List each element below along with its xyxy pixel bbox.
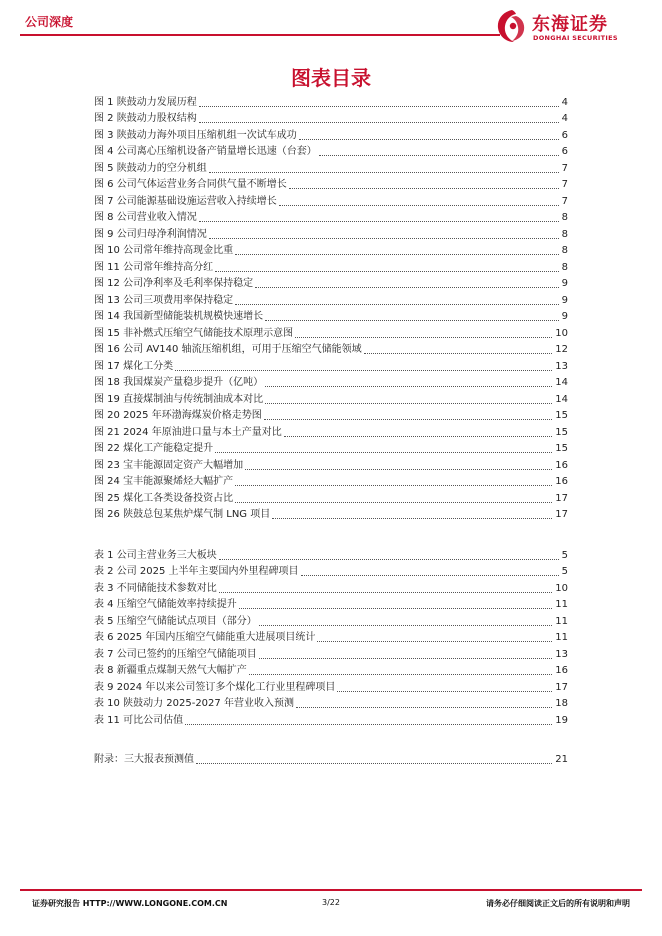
toc-entry-page: 14	[555, 377, 568, 388]
toc-entry-label: 图 14 我国新型储能装机规模快速增长	[94, 311, 264, 322]
toc-entry-page: 4	[561, 113, 568, 124]
toc-entry-page: 12	[555, 344, 568, 355]
toc-entry[interactable]	[94, 92, 568, 109]
toc-leader-dots	[301, 575, 559, 576]
toc-entry[interactable]	[94, 505, 568, 522]
toc-entry-label: 图 26 陕鼓总包某焦炉煤气制 LNG 项目	[94, 509, 271, 520]
toc-leader-dots	[235, 502, 552, 503]
toc-entry[interactable]	[94, 208, 568, 225]
toc-entry-label: 图 11 公司常年维持高分红	[94, 261, 214, 273]
toc-entry-page: 7	[561, 179, 568, 190]
toc-leader-dots	[209, 172, 559, 173]
toc-entry-page: 16	[555, 476, 568, 487]
toc-entry-page: 18	[555, 698, 568, 709]
toc-entry[interactable]	[94, 191, 568, 208]
toc-leader-dots	[337, 691, 552, 692]
toc-leader-dots	[239, 608, 553, 609]
toc-entry[interactable]	[94, 241, 568, 258]
toc-entry[interactable]	[94, 455, 568, 472]
toc-entry[interactable]	[94, 389, 568, 406]
page-title: 图表目录	[291, 66, 371, 90]
toc-entry-page: 15	[555, 410, 568, 421]
toc-leader-dots	[209, 238, 559, 239]
toc-entry-label: 表 7 公司已签约的压缩空气储能项目	[94, 648, 257, 660]
toc-entry-page: 7	[561, 195, 568, 207]
toc-entry-label: 表 2 公司 2025 上半年主要国内外里程碑项目	[94, 566, 299, 577]
page-header	[20, 0, 642, 50]
toc-entry-label: 图 12 公司净利率及毛利率保持稳定	[94, 278, 254, 289]
toc-entry-label: 表 5 压缩空气储能试点项目（部分）	[94, 615, 257, 627]
toc-entry-label: 图 20 2025 年环渤海煤炭价格走势图	[94, 410, 262, 421]
toc-entry[interactable]	[94, 488, 568, 505]
toc-leader-dots	[235, 485, 552, 486]
toc-entry[interactable]	[94, 677, 568, 694]
toc-entry-page: 6	[561, 146, 568, 157]
toc-entry-page: 17	[555, 681, 568, 693]
toc-entry-page: 8	[561, 245, 568, 256]
footer-disclaimer: 请务必仔细阅读正文后的所有说明和声明	[486, 899, 630, 908]
toc-entry[interactable]	[94, 356, 568, 373]
toc-entry-label: 图 5 陕鼓动力的空分机组	[94, 162, 207, 174]
toc-entry-label: 图 2 陕鼓动力股权结构	[94, 113, 197, 124]
toc-entry[interactable]	[94, 422, 568, 439]
toc-entry[interactable]	[94, 472, 568, 489]
toc-entry-page: 17	[555, 509, 568, 520]
toc-entry-label: 表 4 压缩空气储能效率持续提升	[94, 599, 237, 610]
toc-entry-page: 14	[555, 393, 568, 405]
section-tag: 公司深度	[25, 15, 74, 29]
toc-leader-dots	[265, 403, 552, 404]
toc-entry[interactable]	[94, 595, 568, 612]
toc-entry-label: 表 9 2024 年以来公司签订多个煤化工行业里程碑项目	[94, 681, 336, 693]
toc-entry[interactable]	[94, 274, 568, 291]
toc-entry-page: 9	[561, 294, 568, 306]
toc-leader-dots	[265, 320, 559, 321]
footer-left-text: 证券研究报告 HTTP://WWW.LONGONE.COM.CN	[32, 899, 228, 908]
toc-entry-label: 图 21 2024 年原油进口量与本土产量对比	[94, 426, 282, 438]
toc-entry-label: 图 4 公司离心压缩机设备产销量增长迅速（台套）	[94, 146, 317, 157]
toc-entry-label: 图 16 公司 AV140 轴流压缩机组，可用于压缩空气储能领域	[94, 344, 362, 355]
toc-entry-label: 图 19 直接煤制油与传统制油成本对比	[94, 393, 264, 405]
toc-entry-page: 9	[561, 278, 568, 289]
toc-leader-dots	[245, 469, 552, 470]
toc-leader-dots	[175, 370, 552, 371]
toc-entry[interactable]	[94, 628, 568, 645]
toc-entry[interactable]	[94, 340, 568, 357]
logo-text-en: DONGHAI SECURITIES	[533, 34, 618, 42]
toc-entry-label: 表 6 2025 年国内压缩空气储能重大进展项目统计	[94, 632, 316, 643]
toc-entry[interactable]	[94, 439, 568, 456]
toc-entry-page: 10	[555, 582, 568, 594]
toc-entry-label: 图 1 陕鼓动力发展历程	[94, 96, 197, 108]
toc-leader-dots	[215, 271, 559, 272]
toc-entry-label: 图 10 公司常年维持高现金比重	[94, 245, 234, 256]
toc-leader-dots	[364, 353, 553, 354]
toc-leader-dots	[199, 221, 559, 222]
toc-entry-label: 图 24 宝丰能源聚烯烃大幅扩产	[94, 476, 234, 487]
toc-entry-page: 7	[561, 162, 568, 174]
toc-leader-dots	[289, 188, 559, 189]
toc-entry-page: 4	[561, 96, 568, 108]
toc-entry[interactable]	[94, 175, 568, 192]
toc-entry-page: 15	[555, 443, 568, 454]
toc-entry[interactable]	[94, 290, 568, 307]
figure-list	[94, 92, 568, 521]
toc-entry-page: 11	[555, 632, 568, 643]
toc-leader-dots	[235, 304, 559, 305]
toc-leader-dots	[319, 155, 559, 156]
toc-entry-label: 表 10 陕鼓动力 2025-2027 年营业收入预测	[94, 698, 294, 709]
toc-entry-page: 8	[561, 261, 568, 273]
toc-entry[interactable]	[94, 661, 568, 678]
donghai-logo-icon	[492, 6, 532, 46]
toc-entry[interactable]	[94, 125, 568, 142]
toc-leader-dots	[219, 559, 559, 560]
page-number: 3/22	[322, 898, 340, 907]
toc-entry-page: 11	[555, 615, 568, 627]
toc-entry-page: 6	[561, 129, 568, 141]
toc-entry[interactable]	[94, 694, 568, 711]
toc-entry-page: 16	[555, 665, 568, 676]
toc-entry[interactable]	[94, 142, 568, 159]
toc-entry-label: 附录：三大报表预测值	[94, 753, 194, 765]
toc-leader-dots	[249, 674, 553, 675]
toc-leader-dots	[199, 106, 559, 107]
toc-entry[interactable]	[94, 109, 568, 126]
header-divider	[20, 34, 500, 36]
toc-entry-page: 5	[561, 549, 568, 561]
toc-entry-page: 8	[561, 228, 568, 240]
toc-entry-page: 9	[561, 311, 568, 322]
toc-entry[interactable]	[94, 373, 568, 390]
appendix-list	[94, 749, 568, 766]
toc-entry-page: 11	[555, 599, 568, 610]
toc-entry-label: 图 7 公司能源基础设施运营收入持续增长	[94, 195, 277, 207]
toc-entry-label: 表 3 不同储能技术参数对比	[94, 582, 217, 594]
toc-entry-page: 13	[555, 648, 568, 660]
toc-entry[interactable]	[94, 545, 568, 562]
toc-entry-label: 图 17 煤化工分类	[94, 360, 174, 372]
toc-entry-label: 图 25 煤化工各类设备投资占比	[94, 492, 234, 504]
toc-leader-dots	[279, 205, 559, 206]
toc-entry-page: 15	[555, 426, 568, 438]
footer-divider	[20, 889, 642, 891]
toc-entry-page: 16	[555, 459, 568, 471]
toc-leader-dots	[296, 707, 552, 708]
toc-entry-label: 图 8 公司营业收入情况	[94, 212, 197, 223]
toc-entry[interactable]	[94, 224, 568, 241]
toc-entry-page: 13	[555, 360, 568, 372]
toc-leader-dots	[264, 419, 553, 420]
toc-entry[interactable]	[94, 749, 568, 766]
toc-entry-page: 5	[561, 566, 568, 577]
toc-leader-dots	[185, 724, 552, 725]
toc-entry[interactable]	[94, 562, 568, 579]
toc-entry-page: 17	[555, 492, 568, 504]
company-logo	[492, 4, 642, 48]
toc-leader-dots	[235, 254, 559, 255]
toc-entry-label: 图 6 公司气体运营业务合同供气量不断增长	[94, 179, 287, 190]
toc-leader-dots	[255, 287, 559, 288]
toc-leader-dots	[219, 592, 553, 593]
toc-leader-dots	[196, 763, 552, 764]
toc-entry-label: 图 15 非补燃式压缩空气储能技术原理示意图	[94, 327, 294, 339]
toc-entry-page: 8	[561, 212, 568, 223]
logo-text-cn: 东海证券	[532, 14, 608, 35]
toc-entry-label: 表 1 公司主营业务三大板块	[94, 549, 217, 561]
toc-entry[interactable]	[94, 644, 568, 661]
toc-entry-label: 图 13 公司三项费用率保持稳定	[94, 294, 234, 306]
toc-entry[interactable]	[94, 406, 568, 423]
toc-leader-dots	[259, 625, 553, 626]
table-list	[94, 545, 568, 727]
toc-entry-page: 19	[555, 714, 568, 726]
toc-leader-dots	[284, 436, 553, 437]
toc-entry-label: 表 8 新疆重点煤制天然气大幅扩产	[94, 665, 247, 676]
toc-leader-dots	[272, 518, 552, 519]
toc-entry[interactable]	[94, 158, 568, 175]
toc-leader-dots	[199, 122, 559, 123]
toc-entry-label: 图 23 宝丰能源固定资产大幅增加	[94, 459, 244, 471]
toc-entry[interactable]	[94, 611, 568, 628]
toc-entry-label: 图 9 公司归母净利润情况	[94, 228, 207, 240]
toc-entry[interactable]	[94, 257, 568, 274]
toc-leader-dots	[295, 337, 552, 338]
toc-entry-label: 图 18 我国煤炭产量稳步提升（亿吨）	[94, 377, 264, 388]
toc-entry[interactable]	[94, 307, 568, 324]
toc-entry-label: 图 3 陕鼓动力海外项目压缩机组一次试车成功	[94, 129, 297, 141]
toc-entry[interactable]	[94, 578, 568, 595]
toc-entry-page: 21	[555, 753, 568, 765]
toc-entry-page: 10	[555, 327, 568, 339]
toc-entry-label: 图 22 煤化工产能稳定提升	[94, 443, 214, 454]
toc-entry-label: 表 11 可比公司估值	[94, 714, 184, 726]
toc-leader-dots	[215, 452, 552, 453]
toc-entry[interactable]	[94, 710, 568, 727]
toc-entry[interactable]	[94, 323, 568, 340]
toc-leader-dots	[259, 658, 553, 659]
toc-leader-dots	[265, 386, 552, 387]
toc-leader-dots	[317, 641, 552, 642]
toc-leader-dots	[299, 139, 559, 140]
